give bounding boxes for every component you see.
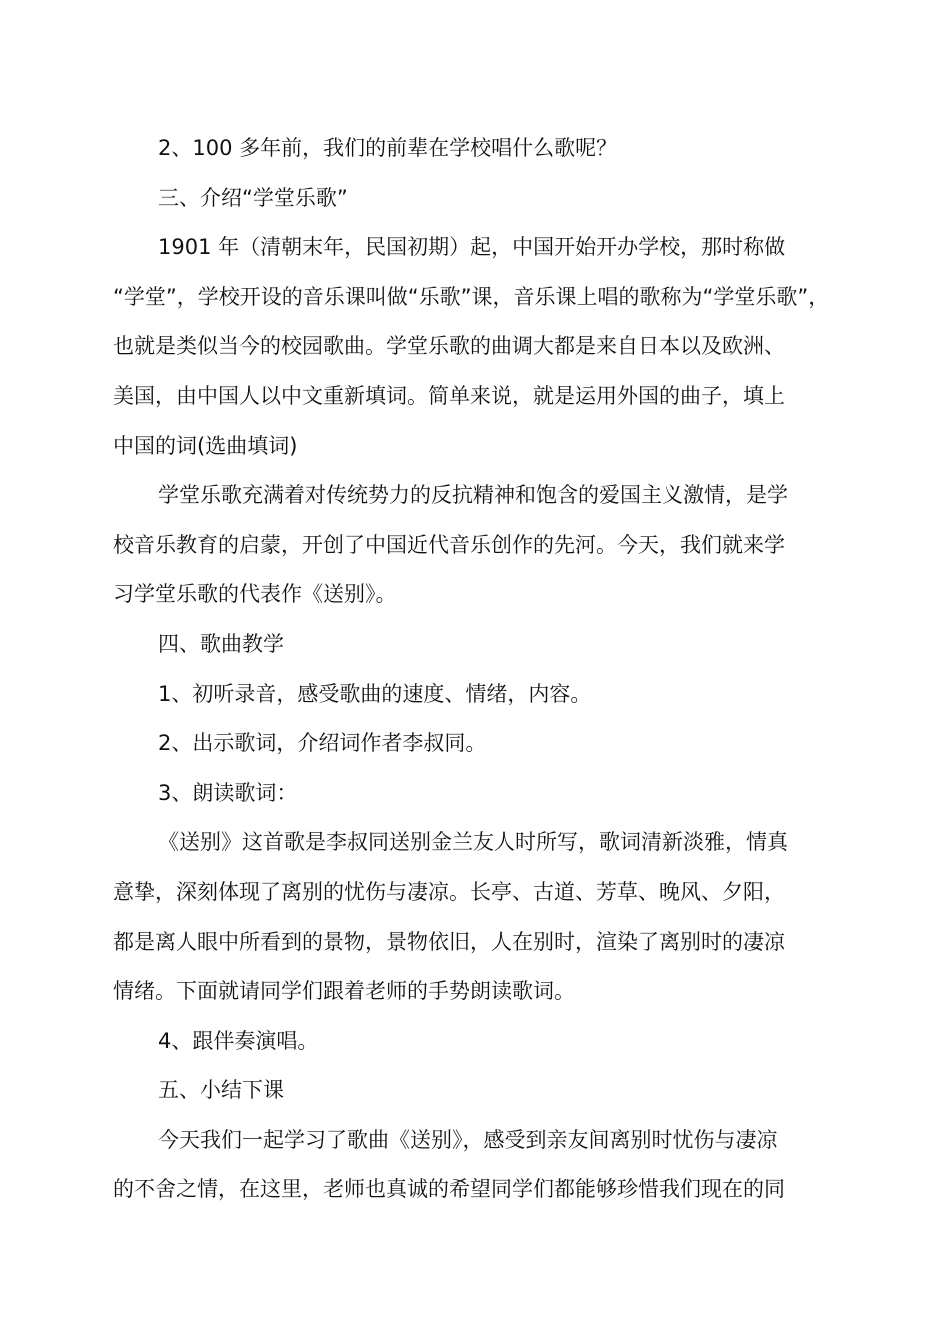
body-line-19: 4、跟伴奏演唱。: [158, 1028, 319, 1053]
section-heading-3: 三、介绍“学堂乐歌”: [158, 185, 348, 210]
section-heading-4: 四、歌曲教学: [158, 631, 284, 656]
body-line-22: 的不舍之情，在这里，老师也真诚的希望同学们都能够珍惜我们现在的同: [113, 1177, 785, 1202]
section-heading-5: 五、小结下课: [158, 1078, 284, 1103]
body-line-14: 3、朗读歌词：: [158, 780, 298, 805]
body-line-17: 都是离人眼中所看到的景物，景物依旧，人在别时，渲染了离别时的凄凉: [113, 929, 785, 954]
body-line-5: 也就是类似当今的校园歌曲。学堂乐歌的曲调大都是来自日本以及欧洲、: [113, 334, 785, 359]
body-line-21: 今天我们一起学习了歌曲《送别》，感受到亲友间离别时忧伤与凄凉: [158, 1127, 778, 1152]
body-line-3: 1901 年（清朝末年，民国初期）起，中国开始开办学校，那时称做: [158, 235, 786, 260]
body-line-16: 意挚，深刻体现了离别的忧伤与凄凉。长亭、古道、芳草、晚风、夕阳，: [113, 879, 785, 904]
body-line-18: 情绪。下面就请同学们跟着老师的手势朗读歌词。: [113, 979, 575, 1004]
body-line-7: 中国的词(选曲填词): [113, 433, 298, 458]
body-line-10: 习学堂乐歌的代表作《送别》。: [113, 582, 397, 607]
document-body: [113, 124, 843, 1215]
body-line-13: 2、出示歌词，介绍词作者李叔同。: [158, 731, 487, 756]
body-line-6: 美国，由中国人以中文重新填词。简单来说，就是运用外国的曲子，填上: [113, 383, 785, 408]
body-line-12: 1、初听录音，感受歌曲的速度、情绪，内容。: [158, 681, 592, 706]
body-line-15: 《送别》这首歌是李叔同送别金兰友人时所写，歌词清新淡雅，情真: [158, 830, 788, 855]
body-line-8: 学堂乐歌充满着对传统势力的反抗精神和饱含的爱国主义激情，是学: [158, 483, 788, 508]
body-line-1: 2、100 多年前，我们的前辈在学校唱什么歌呢？: [158, 136, 618, 160]
body-line-9: 校音乐教育的启蒙，开创了中国近代音乐创作的先河。今天，我们就来学: [113, 532, 785, 557]
body-line-4: “学堂”，学校开设的音乐课叫做“乐歌”课，音乐课上唱的歌称为“学堂乐歌”，: [113, 284, 830, 309]
